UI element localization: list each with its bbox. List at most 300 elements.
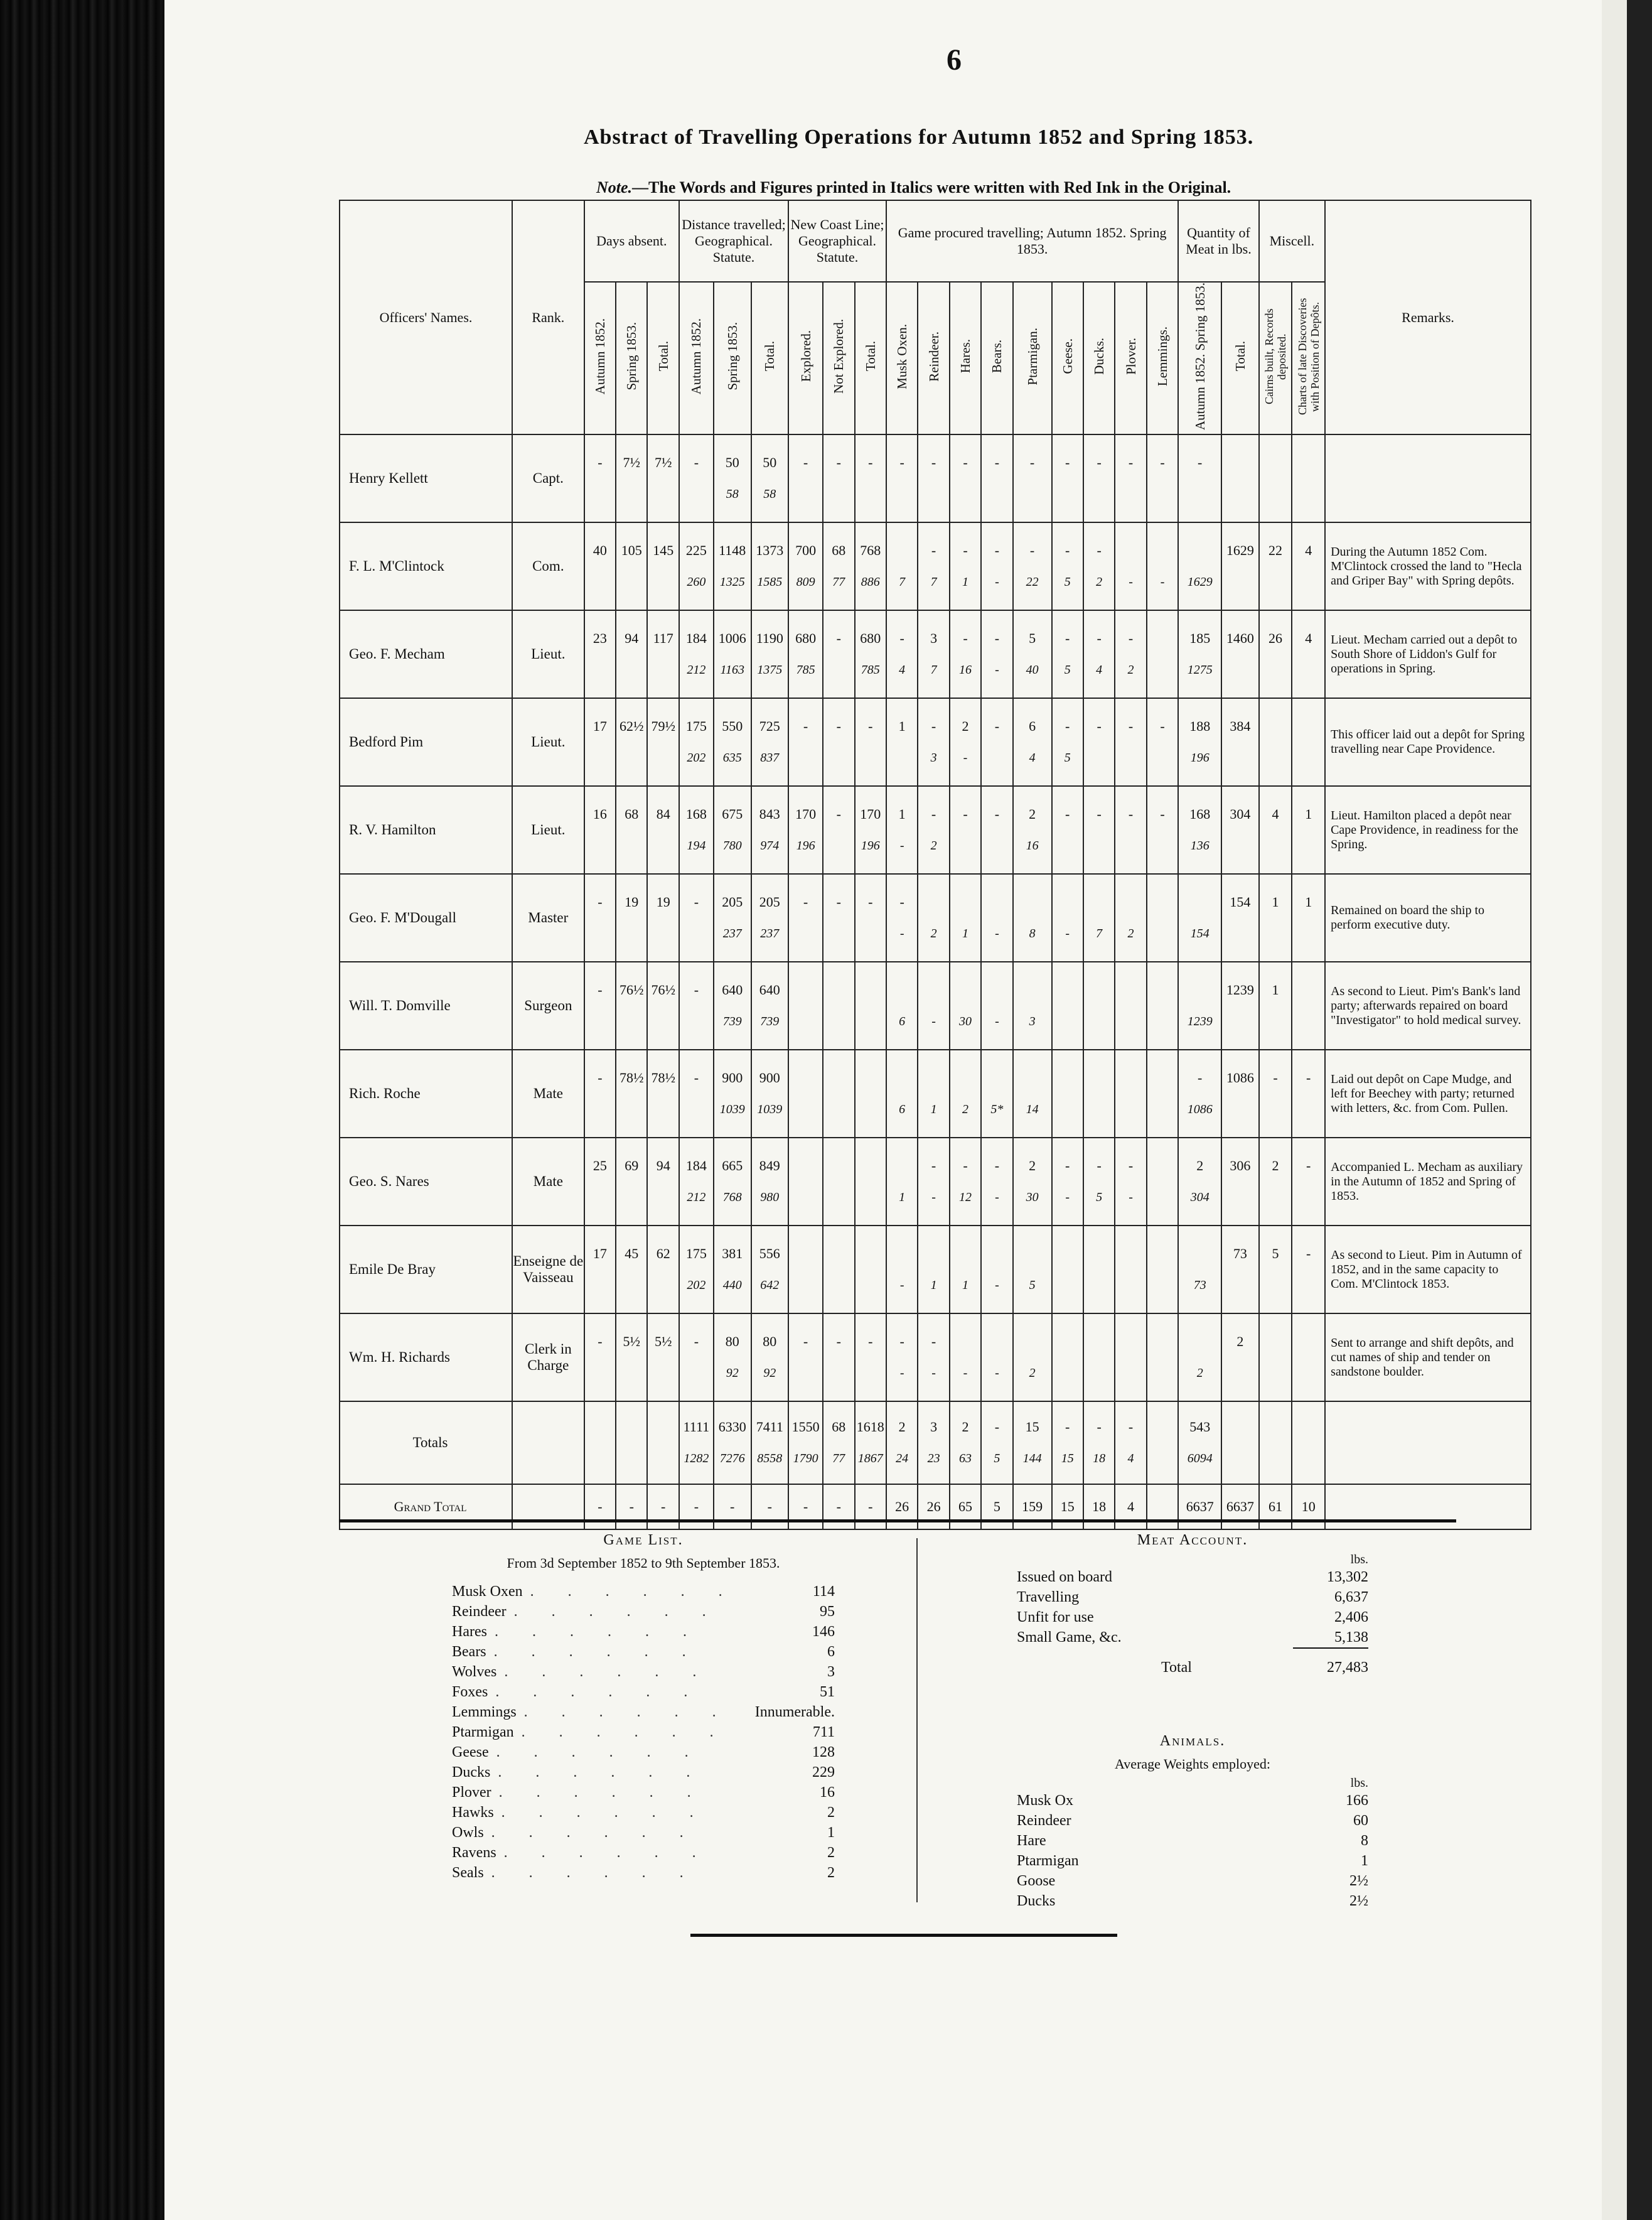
spring-value: 980 [760,1190,780,1205]
spring-value [1084,830,1114,861]
data-cell [1221,522,1259,610]
autumn-value: 6 [1029,718,1036,735]
subheader-cell [1013,282,1052,434]
header-meat: Quantity of Meat in lbs. [1178,200,1258,282]
data-cell [950,962,981,1050]
data-cell [1013,1050,1052,1138]
autumn-value: 170 [860,806,881,822]
subheader-cell [584,282,616,434]
spring-value: 196 [796,839,815,853]
autumn-value [856,1150,886,1182]
spring-value [616,742,646,773]
totals-cell [855,1401,886,1484]
totals-autumn: - [1097,1419,1102,1435]
data-cell [855,434,886,522]
data-cell [1292,874,1325,962]
totals-autumn: - [1128,1419,1134,1435]
totals-spring: 6094 [1187,1452,1213,1466]
spring-value [616,830,646,861]
remarks-cell: As second to Lieut. Pim in Autumn of 1852, and in the same capacity to Com. M'Clintock 1853. [1325,1226,1531,1313]
autumn-value: - [1097,806,1102,822]
autumn-value: 680 [795,630,817,647]
spring-value: - [1129,575,1133,590]
totals-autumn: - [994,1419,1000,1435]
totals-autumn [616,1411,646,1443]
grand-total-cell: - [647,1484,678,1529]
data-cell [647,1138,678,1226]
spring-value [1260,742,1292,773]
autumn-value: - [931,806,936,822]
spring-value [648,478,678,510]
data-cell [855,962,886,1050]
autumn-value: - [963,542,968,559]
spring-value [856,1094,886,1125]
autumn-value: - [868,894,873,910]
spring-value: 2 [1127,663,1134,677]
data-cell [886,610,918,698]
spring-value: 440 [722,1278,742,1293]
data-cell [855,698,886,786]
spring-value [1147,1094,1178,1125]
autumn-value: 76½ [651,982,675,998]
spring-value [1115,1094,1145,1125]
grand-total-row [340,1484,1531,1529]
autumn-value: - [598,1334,603,1350]
header-officers: Officers' Names. [340,200,512,434]
spring-value: 6 [899,1015,906,1029]
autumn-value: - [1097,630,1102,647]
officer-rank: Lieut. [512,698,584,786]
grand-total-cell: 15 [1052,1484,1083,1529]
spring-value [1222,918,1258,949]
autumn-value: - [694,894,699,910]
autumn-value: 117 [653,630,673,647]
autumn-value [1053,974,1083,1006]
data-cell [679,786,714,874]
spring-value: 1629 [1187,575,1213,590]
game-item-label: Ducks . [452,1762,694,1782]
data-cell [918,1226,949,1313]
autumn-value: - [899,894,904,910]
spring-value [1222,1269,1258,1301]
grand-total-cell: - [616,1484,647,1529]
autumn-value [1014,974,1051,1006]
game-item-value: 16 [820,1784,835,1801]
game-list-title: Game List. [603,1532,684,1548]
autumn-value: - [598,1070,603,1086]
game-item-label: Plover . [452,1782,695,1802]
spring-value [918,478,948,510]
spring-value: 212 [687,663,706,677]
autumn-value: 73 [1233,1246,1247,1262]
autumn-value: 381 [722,1246,743,1262]
officer-name: Rich. Roche [340,1050,512,1138]
data-cell [1052,1226,1083,1313]
spring-value: 1239 [1187,1015,1213,1029]
spring-value [1292,742,1324,773]
spring-value: - [899,1366,904,1381]
autumn-value: 68 [832,542,846,559]
spring-value [616,1269,646,1301]
autumn-value [1147,535,1178,566]
data-cell [1221,698,1259,786]
autumn-value [1115,974,1145,1006]
subheader-label: Bears. [989,340,1005,374]
game-item-value: 2 [827,1865,835,1881]
officer-rank: Mate [512,1050,584,1138]
totals-spring: 1790 [793,1452,818,1466]
meat-account [1017,1532,1368,1678]
autumn-value: 94 [625,630,639,647]
spring-value [823,1269,854,1301]
animals-unit: lbs. [1350,1776,1368,1790]
animals-title: Animals. [1159,1733,1226,1749]
totals-autumn: 1550 [791,1419,820,1435]
animal-item-value: 8 [1361,1833,1368,1849]
data-cell [616,874,647,962]
spring-value: 5 [1096,1190,1103,1205]
autumn-value: 94 [656,1158,670,1174]
data-cell [886,1226,918,1313]
autumn-value: - [1128,718,1134,735]
autumn-value: - [1128,1158,1134,1174]
subheader-cell [647,282,678,434]
autumn-value [950,886,980,918]
spring-value: 785 [796,663,815,677]
data-cell [950,610,981,698]
game-item-value: 95 [820,1603,835,1620]
autumn-value [1053,1326,1083,1357]
data-cell [1178,1138,1221,1226]
autumn-value: 62 [656,1246,670,1262]
totals-cell [714,1401,751,1484]
data-cell [1178,1313,1221,1401]
subheader-cell [616,282,647,434]
subheader-label: Musk Oxen. [894,323,910,389]
autumn-value [982,974,1012,1006]
animal-item [1017,1831,1368,1851]
spring-value [1260,1182,1292,1213]
data-cell [1147,962,1179,1050]
officer-rank: Com. [512,522,584,610]
data-cell [886,522,918,610]
autumn-value: 170 [795,806,817,822]
spring-value: 260 [687,575,706,590]
data-cell [788,698,823,786]
data-cell [1115,874,1146,962]
spring-value [585,742,615,773]
autumn-value: - [1128,455,1134,471]
spring-value: 304 [1190,1190,1210,1205]
data-cell [823,434,854,522]
page-title: Abstract of Travelling Operations for Autumn 1852 and Spring 1853. [584,126,1254,149]
autumn-value [1222,447,1258,478]
game-item-value: 114 [812,1583,835,1600]
data-cell [1013,1138,1052,1226]
autumn-value: 2 [1029,1158,1036,1174]
subheader-cell [950,282,981,434]
game-item [452,1642,835,1662]
autumn-value: - [994,455,1000,471]
spring-value [789,1182,822,1213]
subheader-label: Ptarmigan. [1024,327,1040,385]
autumn-value [1053,886,1083,918]
totals-spring [585,1443,615,1474]
game-item [452,1682,835,1702]
autumn-value: 19 [625,894,639,910]
data-cell [751,1226,789,1313]
spring-value: 2 [962,1102,968,1117]
autumn-value: 22 [1268,542,1282,559]
spring-value [680,1357,713,1389]
spring-value [856,742,886,773]
spring-value [823,830,854,861]
spring-value [616,918,646,949]
data-cell [1178,1050,1221,1138]
data-cell [1221,1226,1259,1313]
spring-value [1115,830,1145,861]
subheader-cell [823,282,854,434]
header-coast: New Coast Line; Geographical. Statute. [788,200,886,282]
autumn-value: - [1097,542,1102,559]
autumn-value: - [963,630,968,647]
spring-value: - [899,1278,904,1293]
autumn-value: 550 [722,718,743,735]
autumn-value: 154 [1230,894,1251,910]
spring-value: 22 [1026,575,1039,590]
data-cell [1221,434,1259,522]
animal-item [1017,1891,1368,1911]
autumn-value: 40 [593,542,607,559]
spring-value: 4 [1029,751,1036,765]
data-cell [1221,1138,1259,1226]
spring-value [856,918,886,949]
game-item [452,1823,835,1843]
grand-total-cell: 6637 [1178,1484,1221,1529]
spring-value [856,1269,886,1301]
data-cell [1052,522,1083,610]
meat-total-value: 27,483 [1327,1659,1368,1676]
data-cell [1013,434,1052,522]
spring-value [648,1269,678,1301]
data-cell [1178,610,1221,698]
autumn-value [950,1062,980,1094]
animal-item-label: Ducks [1017,1893,1056,1909]
data-cell [584,522,616,610]
data-cell [788,1050,823,1138]
subheader-label: Cairns built, Records deposited. [1263,308,1288,404]
data-cell [679,610,714,698]
animal-item-label: Ptarmigan [1017,1853,1079,1869]
autumn-value [823,1062,854,1094]
autumn-value [887,1062,917,1094]
spring-value [1053,1006,1083,1037]
officer-name: Wm. H. Richards [340,1313,512,1401]
data-cell [788,1313,823,1401]
spring-value [585,566,615,598]
spring-value: 16 [1026,839,1039,853]
autumn-value: 23 [593,630,607,647]
game-item-label: Wolves . [452,1662,700,1682]
grand-total-cell: 18 [1083,1484,1115,1529]
spring-value: 1086 [1187,1102,1213,1117]
grand-total-cell: - [584,1484,616,1529]
autumn-value: 2 [1236,1334,1244,1350]
autumn-value: 19 [656,894,670,910]
autumn-value: - [598,982,603,998]
grand-total-label: Grand Total [340,1484,512,1529]
totals-row [340,1401,1531,1484]
spring-value: 194 [687,839,706,853]
remarks-cell: Sent to arrange and shift depôts, and cut names of ship and tender on sandstone boulder. [1325,1313,1531,1401]
subheader-cell [751,282,789,434]
spring-value [1260,478,1292,510]
spring-value: 237 [760,927,780,941]
spring-value [648,918,678,949]
data-cell [1292,1138,1325,1226]
data-cell [886,962,918,1050]
data-cell [950,522,981,610]
data-cell [616,522,647,610]
autumn-value: - [1306,1246,1311,1262]
data-cell [1259,1313,1292,1401]
spring-value: 974 [760,839,780,853]
data-cell [751,698,789,786]
meat-unit: lbs. [1350,1553,1368,1566]
autumn-value: 184 [685,1158,707,1174]
data-cell [950,698,981,786]
autumn-value: - [994,806,1000,822]
empty-cell [1325,1484,1531,1529]
data-cell [1178,434,1221,522]
data-cell [1083,1226,1115,1313]
game-item-label: Lemmings . [452,1702,720,1722]
totals-spring: 24 [896,1452,909,1466]
data-cell [616,786,647,874]
data-cell [981,698,1012,786]
autumn-value: 900 [722,1070,743,1086]
header-remarks: Remarks. [1325,200,1531,434]
autumn-value: 1 [1305,806,1312,822]
data-cell [823,874,854,962]
animal-item [1017,1851,1368,1871]
subheader-label: Charts of late Discoveries with Position of Depôts. [1295,298,1321,415]
autumn-value: - [931,542,936,559]
data-cell [1052,698,1083,786]
data-cell [788,1138,823,1226]
autumn-value: - [1306,1158,1311,1174]
data-cell [751,1050,789,1138]
totals-spring: 1867 [857,1452,883,1466]
spring-value [648,1006,678,1037]
totals-cell [751,1401,789,1484]
autumn-value: - [994,1158,1000,1174]
game-item-label: Foxes . [452,1682,691,1702]
data-cell [1259,1138,1292,1226]
autumn-value: - [1065,455,1070,471]
spring-value: 136 [1190,839,1210,853]
data-cell [1013,522,1052,610]
data-cell [647,522,678,610]
header-miscell: Miscell. [1259,200,1325,282]
spring-value [1222,1006,1258,1037]
data-cell [950,1138,981,1226]
data-cell [1259,786,1292,874]
data-cell [714,786,751,874]
data-cell [918,874,949,962]
spring-value [856,1357,886,1389]
data-cell [584,1313,616,1401]
data-cell [679,1138,714,1226]
data-cell [616,434,647,522]
autumn-value: 384 [1230,718,1251,735]
spring-value: 7 [1096,927,1103,941]
autumn-value: 1006 [718,630,746,647]
spring-value: 1039 [757,1102,783,1117]
data-cell [1259,874,1292,962]
spring-value [648,830,678,861]
autumn-value: 640 [722,982,743,998]
spring-value [648,742,678,773]
data-cell [1052,610,1083,698]
autumn-value: 1460 [1226,630,1254,647]
spring-value: 2 [930,927,937,941]
autumn-value [1179,1238,1221,1269]
data-cell [1292,522,1325,610]
spring-value: - [931,1366,936,1381]
animal-item-value: 166 [1346,1792,1368,1809]
game-item-label: Reindeer . [452,1602,710,1622]
autumn-value: - [694,982,699,998]
autumn-value: 700 [795,542,817,559]
data-cell [1259,962,1292,1050]
data-cell [918,786,949,874]
autumn-value: 1 [898,806,906,822]
data-cell [584,962,616,1050]
animal-item-label: Reindeer [1017,1813,1071,1829]
data-cell [1178,1226,1221,1313]
spring-value: - [995,663,999,677]
spring-value: 30 [958,1015,972,1029]
subheader-cell [918,282,949,434]
autumn-value: - [598,455,603,471]
data-cell [886,786,918,874]
note-lead: Note. [596,178,633,197]
subheader-cell [1052,282,1083,434]
data-cell [616,1138,647,1226]
data-cell [886,434,918,522]
game-item-label: Seals . [452,1863,687,1883]
empty-cell [512,1484,584,1529]
data-cell [751,522,789,610]
spring-value: 5 [1064,751,1071,765]
autumn-value [1014,1238,1051,1269]
data-cell [1221,874,1259,962]
autumn-value: 168 [1189,806,1211,822]
data-cell [823,522,854,610]
grand-total-cell: - [679,1484,714,1529]
spring-value [950,478,980,510]
spring-value: 154 [1190,927,1210,941]
data-cell [1292,698,1325,786]
autumn-value: - [1097,455,1102,471]
meat-item [1017,1587,1368,1607]
autumn-value [1260,1326,1292,1357]
spring-value [982,478,1012,510]
spring-value: 40 [1026,663,1039,677]
data-cell [1115,1226,1146,1313]
subheader-cell [981,282,1012,434]
